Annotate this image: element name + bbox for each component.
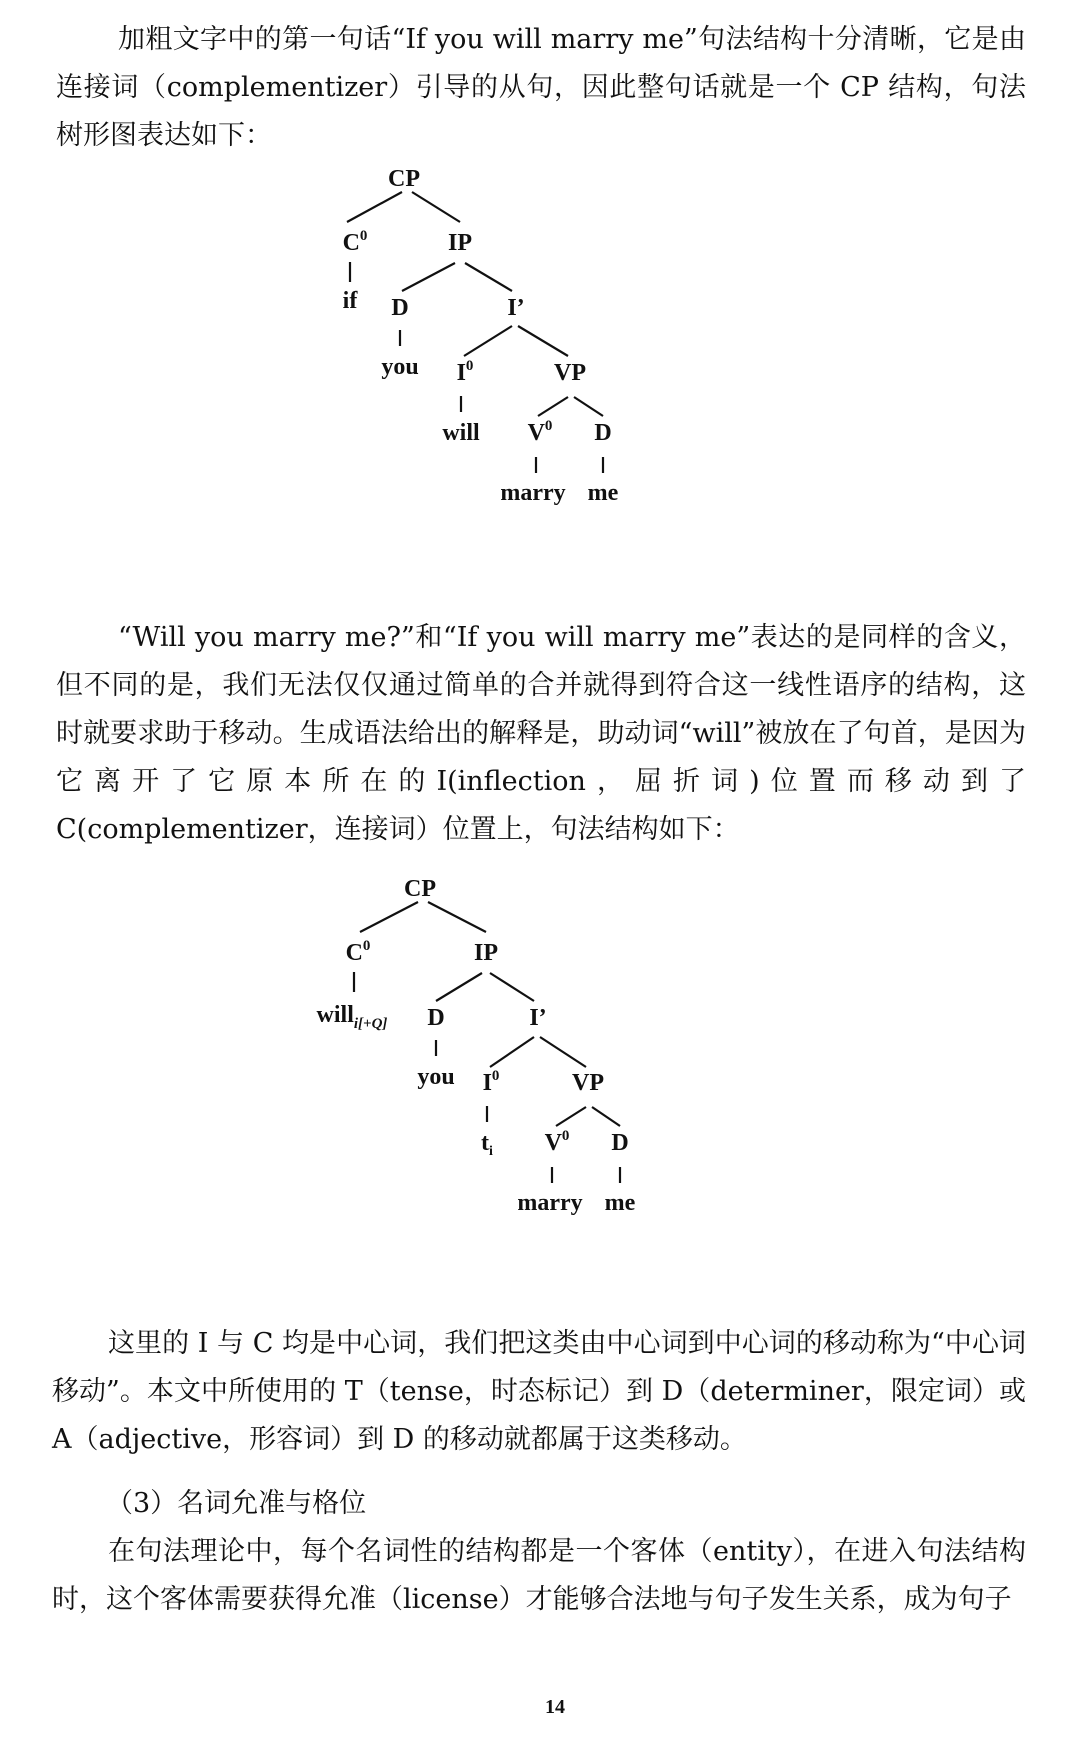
branch-vp-v0: [538, 397, 568, 416]
paragraph-head-movement: 这里的 I 与 C 均是中心词，我们把这类由中心词到中心词的移动称为“中心词移动”。本文中所使用的 T（tense，时态标记）到 D（determiner，限定词）或 A（adjective，形容词）到 D 的移动就都属于这类移动。: [52, 1328, 1026, 1455]
word-marry: marry: [500, 480, 566, 506]
node-d2: D: [611, 1130, 629, 1156]
node-d: D: [391, 295, 409, 321]
syntax-tree-will-question: [0, 876, 1080, 1240]
node-ibar: I’: [529, 1005, 547, 1031]
node-d2: D: [594, 420, 612, 446]
word-if: if: [342, 288, 358, 314]
node-ip: IP: [474, 940, 498, 966]
section-heading: （3）名词允准与格位: [106, 1488, 367, 1519]
trace-t: $t_i$: [481, 1130, 493, 1159]
node-c0: $C^0$: [345, 938, 371, 966]
branch-ip-ibar: [465, 263, 512, 291]
branch-ibar-vp: [518, 326, 568, 356]
word-you: you: [417, 1064, 455, 1090]
branch-vp-v0: [556, 1107, 586, 1126]
word-me: me: [604, 1190, 636, 1216]
paragraph-intro: 加粗文字中的第一句话“If you will marry me”句法结构十分清晰，它是由连接词（complementizer）引导的从句，因此整句话就是一个 CP 结构，句法树形图表达如下：: [56, 24, 1026, 151]
branch-cp-ip: [412, 192, 460, 222]
node-v0: $V^0$: [527, 418, 553, 446]
paragraph-licensing: 在句法理论中，每个名词性的结构都是一个客体（entity），在进入句法结构时，这个客体需要获得允准（license）才能够合法地与句子发生关系，成为句子: [52, 1536, 1026, 1615]
node-cp: CP: [404, 876, 436, 902]
branch-ip-d: [436, 973, 482, 1001]
syntax-tree-if-clause: [0, 166, 1080, 510]
branch-vp-d: [592, 1107, 620, 1126]
node-ibar: I’: [507, 295, 525, 321]
branch-cp-ip: [428, 902, 486, 932]
branch-vp-d: [574, 397, 603, 416]
word-will: will: [442, 420, 480, 446]
word-me: me: [587, 480, 619, 506]
branch-ip-ibar: [490, 973, 534, 1001]
branch-ip-d: [402, 263, 455, 291]
branch-cp-c0: [347, 192, 402, 222]
node-vp: VP: [554, 360, 586, 386]
page-number: 14: [545, 1696, 565, 1718]
node-v0: $V^0$: [544, 1128, 570, 1156]
node-d: D: [427, 1005, 445, 1031]
node-cp: CP: [388, 166, 420, 192]
node-ip: IP: [448, 230, 472, 256]
word-you: you: [381, 354, 419, 380]
word-will-moved: will$_{i[+Q]}$: [316, 1002, 388, 1032]
branch-ibar-i0: [490, 1037, 534, 1067]
branch-ibar-i0: [464, 326, 512, 356]
node-i0: $I^0$: [456, 358, 474, 386]
branch-cp-c0: [360, 902, 418, 932]
paragraph-movement: “Will you marry me?”和“If you will marry me”表达的是同样的含义，但不同的是，我们无法仅仅通过简单的合并就得到符合这一线性语序的结构，这时就要求助于移动。生成语法给出的解释是，助动词“will”被放在了句首，是因为它离开了它原本所在的I(inflection，屈折词)位置而移动到了C(complementizer，连接词）位置上，句法结构如下：: [56, 622, 1026, 845]
word-marry: marry: [517, 1190, 583, 1216]
branch-ibar-vp: [540, 1037, 586, 1067]
node-vp: VP: [572, 1070, 604, 1096]
node-c0: $C^0$: [342, 228, 368, 256]
node-i0: $I^0$: [482, 1068, 500, 1096]
